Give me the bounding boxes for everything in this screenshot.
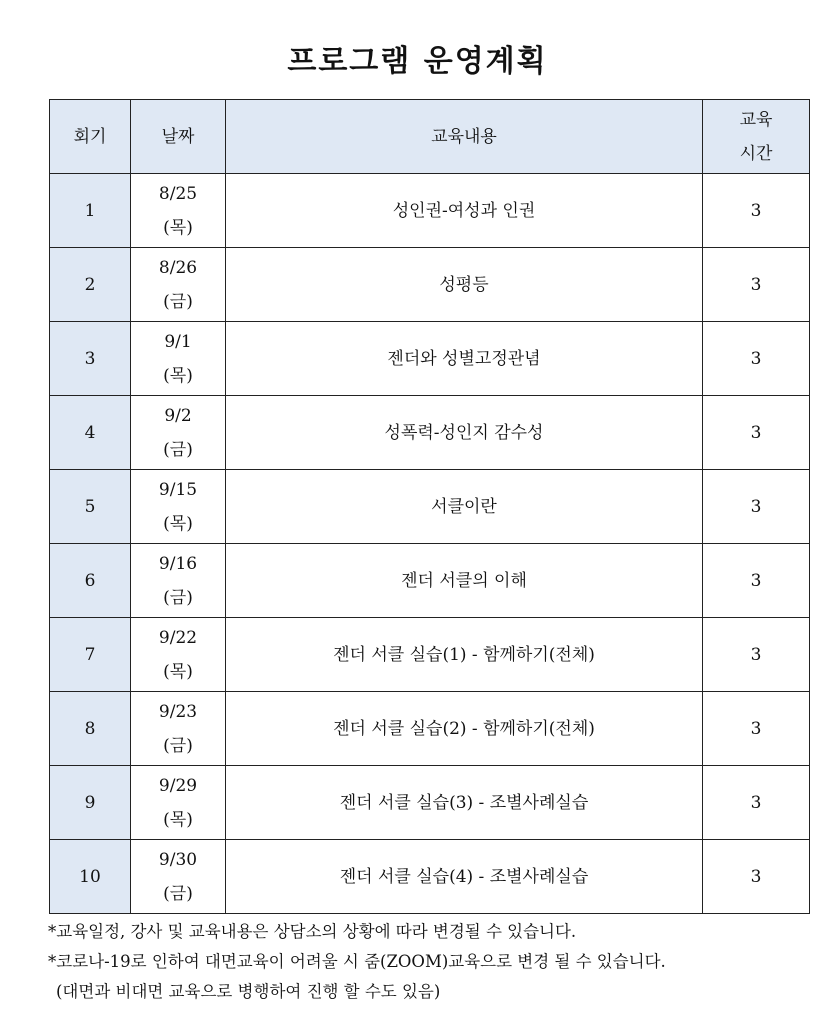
hours-cell: 3 [703, 692, 810, 766]
header-session: 회기 [50, 100, 131, 174]
weekday-text: (금) [163, 587, 193, 608]
table-header-row [50, 100, 810, 174]
weekday-text: (목) [163, 365, 193, 386]
content-cell: 성폭력-성인지 감수성 [226, 396, 703, 470]
date-cell [131, 470, 226, 544]
content-cell: 서클이란 [226, 470, 703, 544]
date-cell [131, 766, 226, 840]
hours-cell: 3 [703, 174, 810, 248]
session-cell: 4 [50, 396, 131, 470]
date-text: 9/2 [164, 405, 192, 426]
content-cell: 젠더와 성별고정관념 [226, 322, 703, 396]
date-cell [131, 174, 226, 248]
date-cell [131, 322, 226, 396]
page-title: 프로그램 운영계획 [287, 44, 548, 79]
session-cell: 10 [50, 840, 131, 914]
date-cell [131, 396, 226, 470]
hours-cell: 3 [703, 618, 810, 692]
hours-cell: 3 [703, 766, 810, 840]
note-schedule-change: *교육일정, 강사 및 교육내용은 상담소의 상황에 따라 변경될 수 있습니다. [48, 922, 577, 941]
date-text: 9/23 [158, 701, 198, 722]
table-row [50, 618, 810, 692]
hours-cell: 3 [703, 470, 810, 544]
header-hours-line1: 교육 [739, 109, 773, 130]
date-text: 9/22 [158, 627, 198, 648]
note-hybrid: (대면과 비대면 교육으로 병행하여 진행 할 수도 있음) [56, 982, 441, 1001]
content-cell: 젠더 서클 실습(3) - 조별사례실습 [226, 766, 703, 840]
weekday-text: (금) [163, 291, 193, 312]
hours-cell: 3 [703, 396, 810, 470]
table-row [50, 766, 810, 840]
header-hours [703, 100, 810, 174]
session-cell: 3 [50, 322, 131, 396]
weekday-text: (금) [163, 735, 193, 756]
table-row [50, 396, 810, 470]
weekday-text: (금) [163, 883, 193, 904]
hours-cell: 3 [703, 248, 810, 322]
table-row [50, 692, 810, 766]
note-zoom-change: *코로나-19로 인하여 대면교육이 어려울 시 줌(ZOOM)교육으로 변경 될 수 있습니다. [48, 952, 666, 971]
program-schedule-table [49, 99, 810, 914]
date-cell [131, 692, 226, 766]
date-text: 9/15 [158, 479, 198, 500]
session-cell: 6 [50, 544, 131, 618]
date-text: 9/16 [158, 553, 198, 574]
date-text: 9/1 [164, 331, 192, 352]
weekday-text: (금) [163, 439, 193, 460]
content-cell: 젠더 서클 실습(1) - 함께하기(전체) [226, 618, 703, 692]
session-cell: 7 [50, 618, 131, 692]
session-cell: 8 [50, 692, 131, 766]
content-cell: 젠더 서클 실습(2) - 함께하기(전체) [226, 692, 703, 766]
date-text: 8/26 [158, 257, 198, 278]
table-row [50, 544, 810, 618]
content-cell: 젠더 서클의 이해 [226, 544, 703, 618]
header-content: 교육내용 [226, 100, 703, 174]
table-row [50, 470, 810, 544]
session-cell: 5 [50, 470, 131, 544]
date-text: 9/30 [158, 849, 198, 870]
content-cell: 성인권-여성과 인권 [226, 174, 703, 248]
content-cell: 젠더 서클 실습(4) - 조별사례실습 [226, 840, 703, 914]
date-cell [131, 248, 226, 322]
hours-cell: 3 [703, 322, 810, 396]
table-row [50, 322, 810, 396]
weekday-text: (목) [163, 809, 193, 830]
date-cell [131, 618, 226, 692]
session-cell: 9 [50, 766, 131, 840]
date-text: 9/29 [158, 775, 198, 796]
date-cell [131, 544, 226, 618]
table-row [50, 174, 810, 248]
content-cell: 성평등 [226, 248, 703, 322]
hours-cell: 3 [703, 840, 810, 914]
hours-cell: 3 [703, 544, 810, 618]
notes [48, 917, 828, 1007]
header-date: 날짜 [131, 100, 226, 174]
date-text: 8/25 [158, 183, 198, 204]
table-row [50, 248, 810, 322]
table-row [50, 840, 810, 914]
weekday-text: (목) [163, 513, 193, 534]
session-cell: 1 [50, 174, 131, 248]
header-hours-line2: 시간 [739, 143, 773, 164]
date-cell [131, 840, 226, 914]
weekday-text: (목) [163, 217, 193, 238]
session-cell: 2 [50, 248, 131, 322]
weekday-text: (목) [163, 661, 193, 682]
